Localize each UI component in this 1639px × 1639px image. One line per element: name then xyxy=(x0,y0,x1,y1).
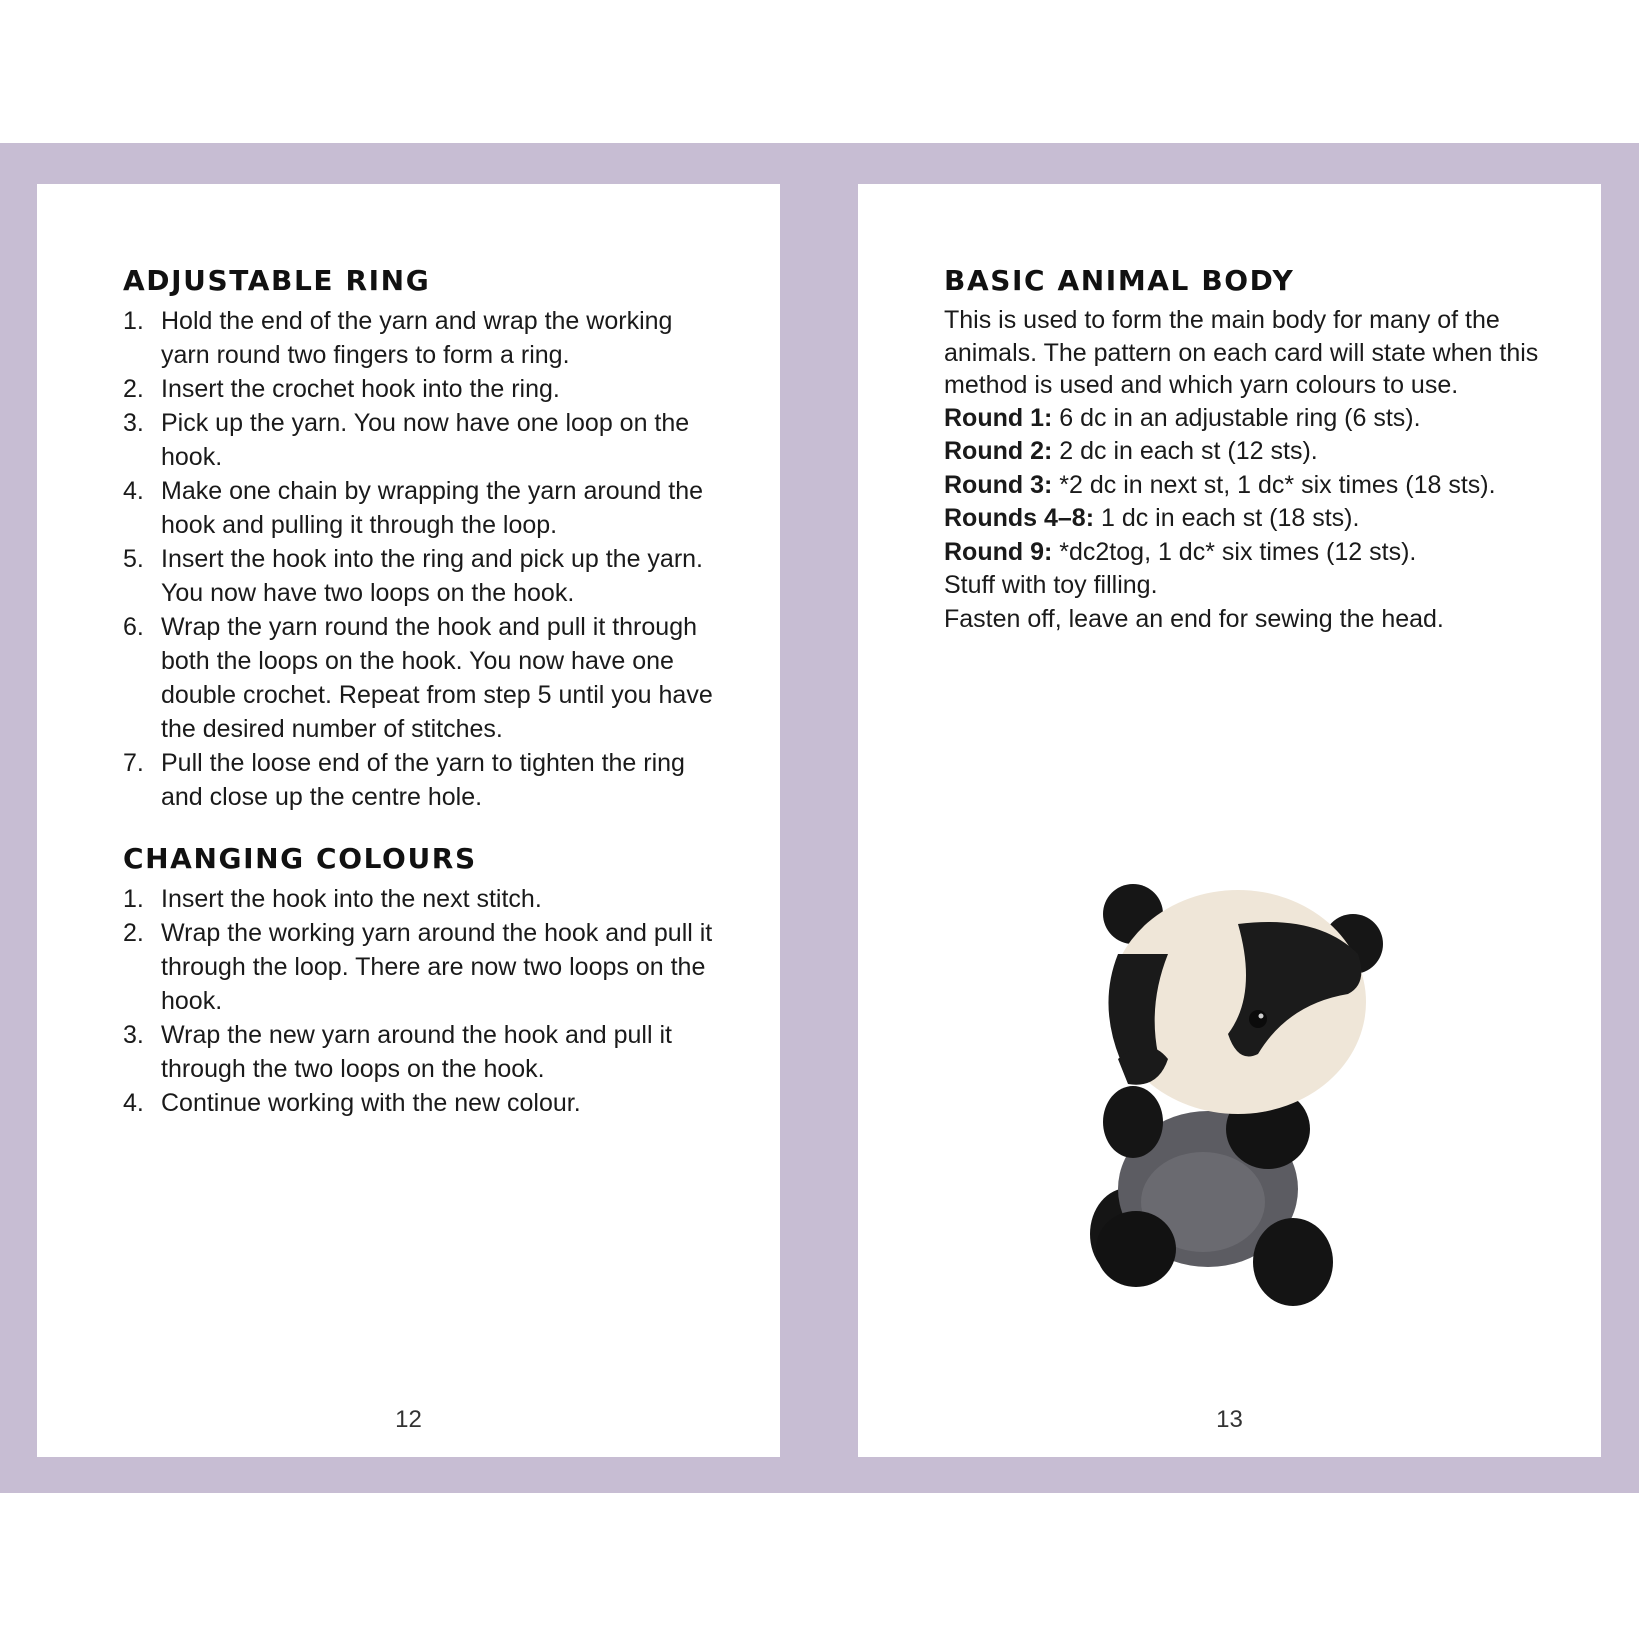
round-label: Round 1: xyxy=(944,403,1053,432)
step-text: Insert the hook into the next stitch. xyxy=(161,885,542,913)
changing-colours-steps xyxy=(123,882,723,1120)
round-line xyxy=(944,502,1544,536)
round-text: 2 dc in each st (12 sts). xyxy=(1052,437,1318,465)
step-number: 3. xyxy=(123,409,144,437)
step-text: Hold the end of the yarn and wrap the working yarn round two fingers to form a ring. xyxy=(161,307,673,369)
round-text: 1 dc in each st (18 sts). xyxy=(1094,504,1360,532)
step-number: 1. xyxy=(123,885,144,913)
list-item xyxy=(123,304,723,372)
step-number: 2. xyxy=(123,375,144,403)
intro-paragraph: This is used to form the main body for many of the animals. The pattern on each card will state when this method is used and which yarn colours to use. xyxy=(944,306,1539,399)
page-left xyxy=(37,184,780,1457)
step-number: 5. xyxy=(123,545,144,573)
heading-basic-animal-body: BASIC ANIMAL BODY xyxy=(944,264,1295,297)
right-content xyxy=(944,264,1544,636)
outro-line: Stuff with toy filling. xyxy=(944,571,1158,599)
step-text: Continue working with the new colour. xyxy=(161,1089,581,1117)
page-number-right: 13 xyxy=(1216,1406,1243,1433)
step-text: Wrap the new yarn around the hook and pull it through the two loops on the hook. xyxy=(161,1021,672,1083)
step-text: Make one chain by wrapping the yarn around the hook and pulling it through the loop. xyxy=(161,477,704,539)
changing-colours-section xyxy=(123,842,723,1120)
round-text: *2 dc in next st, 1 dc* six times (18 sts). xyxy=(1052,470,1496,499)
list-item xyxy=(123,372,723,406)
badger-eye-highlight xyxy=(1259,1014,1264,1019)
round-label: Rounds 4–8: xyxy=(944,504,1095,532)
step-text: Insert the hook into the ring and pick up the yarn. You now have two loops on the hook. xyxy=(161,545,704,607)
page-right xyxy=(858,184,1601,1457)
list-item xyxy=(123,1018,723,1086)
left-content xyxy=(123,264,723,1120)
round-line xyxy=(944,435,1544,469)
step-text: Insert the crochet hook into the ring. xyxy=(161,375,560,403)
list-item xyxy=(123,406,723,474)
round-line xyxy=(944,469,1544,503)
crochet-badger-image xyxy=(1058,884,1398,1344)
list-item xyxy=(123,542,723,610)
step-number: 4. xyxy=(123,477,144,505)
step-number: 1. xyxy=(123,307,144,335)
list-item xyxy=(123,610,723,746)
step-text: Wrap the yarn round the hook and pull it through both the loops on the hook. You now have one double crochet. Repeat from step 5 until you have the desired number of stitches. xyxy=(161,613,713,743)
badger-right-foot xyxy=(1253,1218,1333,1306)
adjustable-ring-steps xyxy=(123,304,723,814)
step-text: Wrap the working yarn around the hook and pull it through the loop. There are now two loops on the hook. xyxy=(161,919,713,1015)
step-number: 7. xyxy=(123,749,144,777)
heading-adjustable-ring: ADJUSTABLE RING xyxy=(123,264,431,297)
list-item xyxy=(123,746,723,814)
round-line xyxy=(944,402,1544,436)
page-number-left: 12 xyxy=(395,1406,422,1433)
rounds-list xyxy=(944,402,1544,637)
round-label: Round 3: xyxy=(944,470,1053,499)
heading-changing-colours: CHANGING COLOURS xyxy=(123,842,477,875)
round-label: Round 9: xyxy=(944,537,1053,566)
round-label: Round 2: xyxy=(944,437,1053,465)
badger-left-foot xyxy=(1096,1211,1176,1287)
step-text: Pick up the yarn. You now have one loop on the hook. xyxy=(161,409,690,471)
round-text: 6 dc in an adjustable ring (6 sts). xyxy=(1052,403,1421,432)
outro-line: Fasten off, leave an end for sewing the head. xyxy=(944,604,1444,633)
badger-eye xyxy=(1249,1010,1267,1028)
list-item xyxy=(123,1086,723,1120)
round-line xyxy=(944,536,1544,570)
step-number: 2. xyxy=(123,919,144,947)
step-number: 6. xyxy=(123,613,144,641)
list-item xyxy=(123,916,723,1018)
round-text: *dc2tog, 1 dc* six times (12 sts). xyxy=(1052,537,1417,566)
step-text: Pull the loose end of the yarn to tighten the ring and close up the centre hole. xyxy=(161,749,685,811)
step-number: 4. xyxy=(123,1089,144,1117)
list-item xyxy=(123,474,723,542)
badger-left-arm xyxy=(1103,1086,1163,1158)
step-number: 3. xyxy=(123,1021,144,1049)
list-item xyxy=(123,882,723,916)
